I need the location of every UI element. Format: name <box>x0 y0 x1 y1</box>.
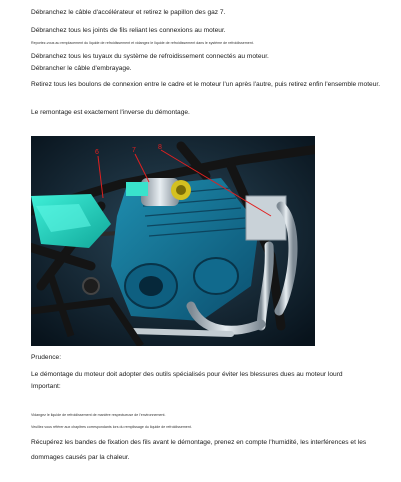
engine-diagram <box>31 136 315 346</box>
note-refill-coolant: Veuillez vous référer aux chapitres correspondants lors du remplissage du liquide de refroidissement. <box>31 425 192 429</box>
instruction-line-1: Débranchez le câble d'accélérateur et retirez le papillon des gaz 7. <box>31 9 226 16</box>
instruction-line-5: Retirez tous les boulons de connexion entre le cadre et le moteur l'un après l'autre, puis retirez enfin l'ensemble moteur. <box>31 81 381 88</box>
callout-7: 7 <box>132 147 136 154</box>
instruction-line-2: Débranchez tous les joints de fils reliant les connexions au moteur. <box>31 27 226 34</box>
final-note-line-1: Récupérez les bandes de fixation des fils avant le démontage, prenez en compte l'humidité, les interférences et les <box>31 439 367 446</box>
prudence-label: Prudence: <box>31 354 62 361</box>
instruction-note-coolant: Reportez-vous au remplacement du liquide de refroidissement et vidangez le liquide de refroidissement dans le système de refroidissement. <box>31 41 254 45</box>
note-drain-coolant: Vidangez le liquide de refroidissement de manière respectueuse de l'environnement. <box>31 413 166 417</box>
instruction-line-3: Débranchez tous les tuyaux du système de refroidissement connectés au moteur. <box>31 53 269 60</box>
instruction-line-4: Débrancher le câble d'embrayage. <box>31 65 132 72</box>
callout-6: 6 <box>95 149 99 156</box>
warning-heavy-engine: Le démontage du moteur doit adopter des outils spécialisés pour éviter les blessures dues au moteur lourd <box>31 371 343 378</box>
reassembly-note: Le remontage est exactement l'inverse du démontage. <box>31 109 190 116</box>
callout-8: 8 <box>158 144 162 151</box>
final-note-line-2: dommages causés par la chaleur. <box>31 454 130 461</box>
important-label: Important: <box>31 383 61 390</box>
